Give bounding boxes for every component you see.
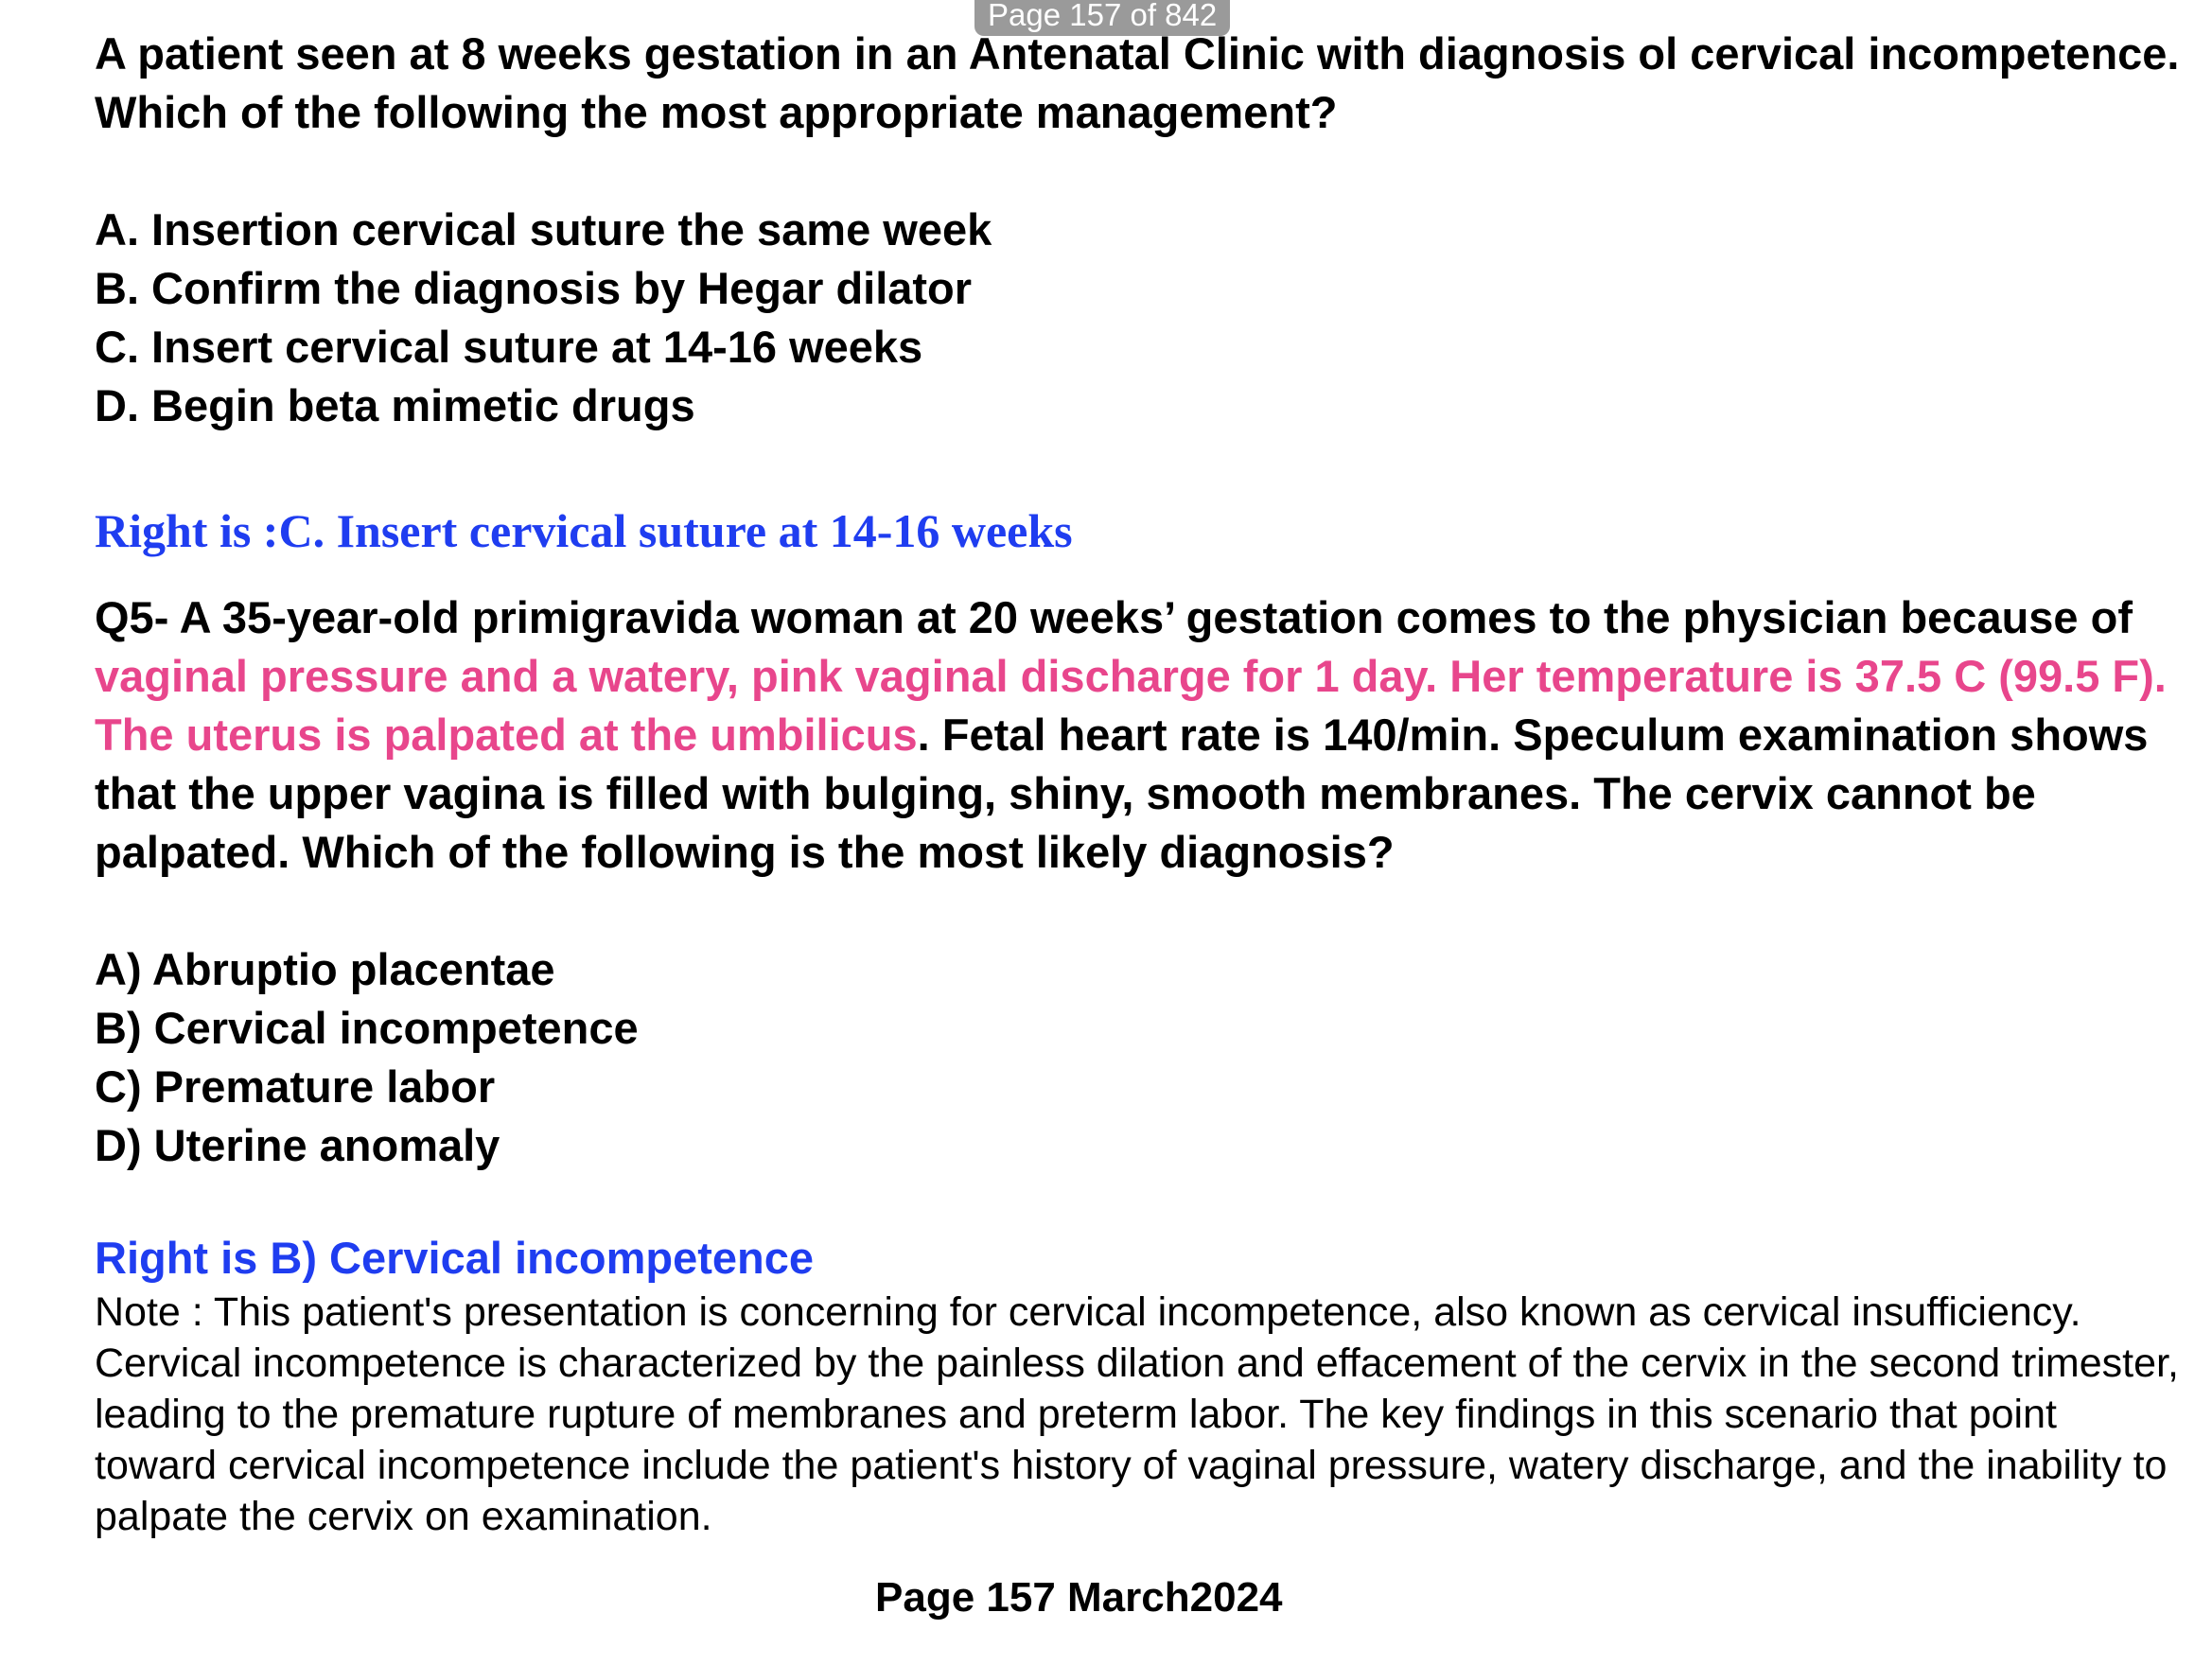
question-2-option-d: D) Uterine anomaly	[95, 1120, 500, 1170]
question-2-option-c: C) Premature labor	[95, 1061, 496, 1112]
question-1-text: A patient seen at 8 weeks gestation in an Antenatal Clinic with diagnosis ol cervical incompetence. Which of the following the most appropriate management?	[95, 28, 2180, 137]
question-2-option-b: B) Cervical incompetence	[95, 1003, 639, 1053]
question-2-text-highlight: vaginal pressure and a watery, pink vaginal discharge for 1 day. Her temperature is 37.5 C (99.5 F). The uterus is palpated at the umbilicus	[95, 651, 2167, 760]
question-2-note: Note : This patient's presentation is concerning for cervical incompetence, also known as cervical insufficiency. Cervical incompetence is characterized by the painless dilation and effacement of the cervix in the second trimester, leading to the premature rupture of membranes and preterm labor. The key findings in this scenario that point toward cervical incompetence include the patient's history of vaginal pressure, watery discharge, and the inability to palpate the cervix on examination.	[95, 1289, 2179, 1539]
question-2-option-a: A) Abruptio placentae	[95, 944, 555, 994]
page-indicator: Page 157 of 842	[974, 0, 1230, 36]
question-2-text	[95, 588, 2186, 882]
question-1-option-d: D. Begin beta mimetic drugs	[95, 380, 695, 430]
question-1-option-a: A. Insertion cervical suture the same week	[95, 204, 992, 254]
question-2-answer: Right is B) Cervical incompetence	[95, 1233, 815, 1283]
question-2-options	[95, 940, 2186, 1175]
document-content	[95, 25, 2186, 1542]
question-1-options	[95, 201, 2186, 435]
question-2-text-prefix: Q5- A 35-year-old primigravida woman at 20 weeks’ gestation comes to the physician because of	[95, 592, 2133, 642]
question-1-option-b: B. Confirm the diagnosis by Hegar dilator	[95, 263, 973, 313]
question-2-text-suffix: . Fetal heart rate is 140/min. Speculum examination shows that the upper vagina is filled with bulging, shiny, smooth membranes. The cervix cannot be palpated. Which of the following is the most likely diagnosis?	[95, 710, 2149, 877]
question-1-answer: Right is :C. Insert cervical suture at 14-16 weeks	[95, 504, 1073, 557]
question-1-option-c: C. Insert cervical suture at 14-16 weeks	[95, 322, 923, 372]
page-footer: Page 157 March2024	[875, 1574, 1283, 1621]
